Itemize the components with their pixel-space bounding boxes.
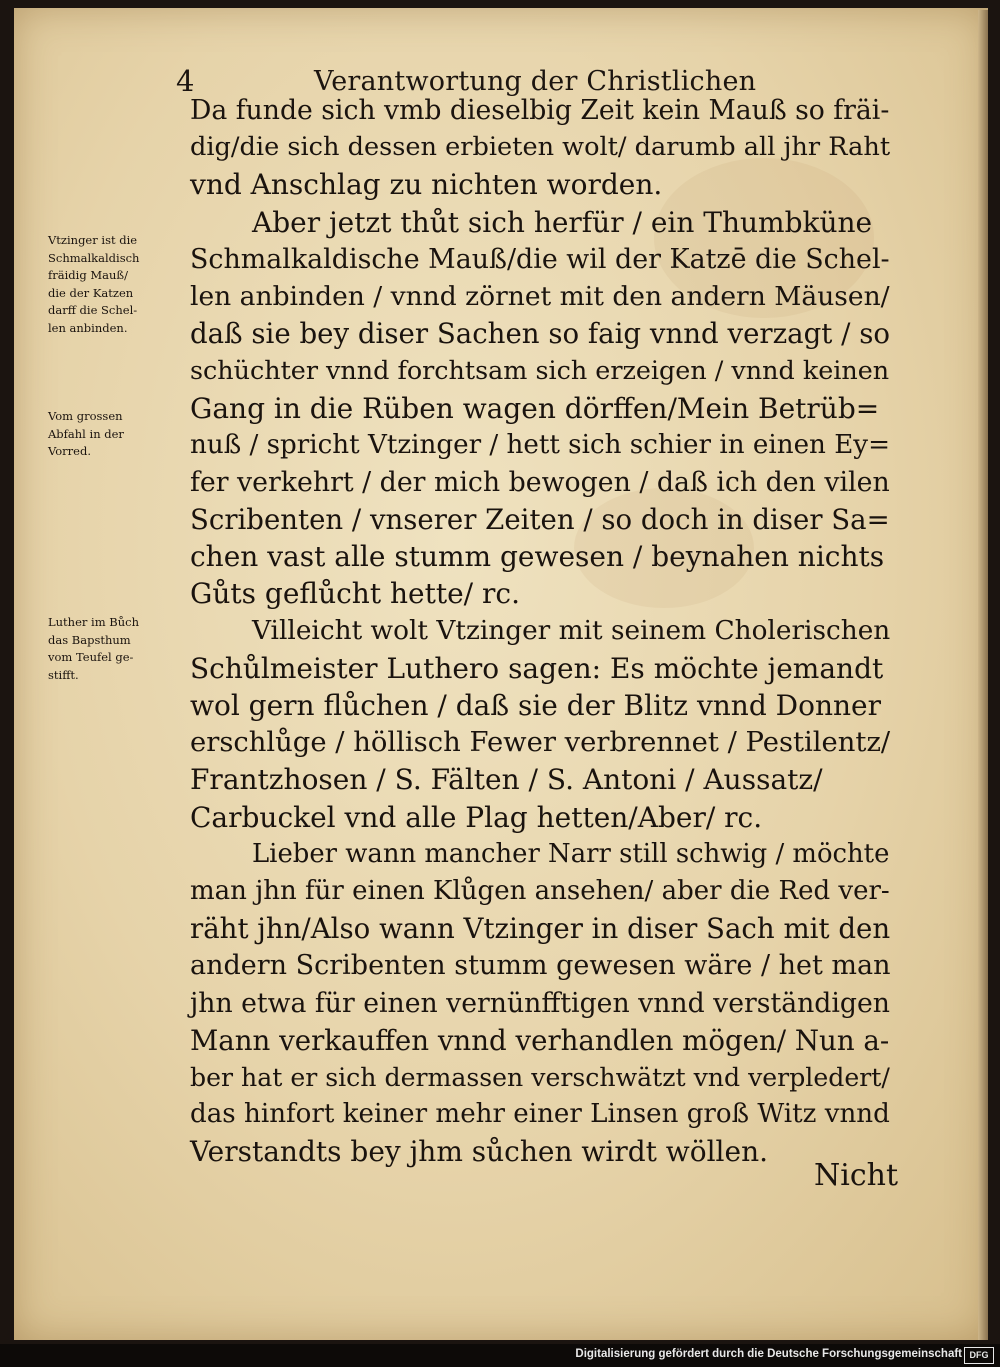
text-line: Gang in die Rüben wagen dörffen/Mein Betrüb= (190, 391, 880, 425)
text-line: Gůts geflůcht hette/ rc. (190, 577, 520, 611)
text-line: Villeicht wolt Vtzinger mit seinem Cholerischen (252, 615, 891, 646)
margin-note-line: die der Katzen (48, 285, 134, 300)
text-line: vnd Anschlag zu nichten worden. (190, 168, 663, 202)
text-line: jhn etwa für einen vernünfftigen vnnd verständigen (190, 987, 890, 1019)
text-line: ber hat er sich dermassen verschwätzt vnd verpledert/ (190, 1062, 890, 1092)
margin-note-line: fräidig Mauß/ (48, 268, 128, 282)
margin-note-line: Abfahl in der (48, 426, 124, 441)
text-line: Schmalkaldische Mauß/die wil der Katzē die Schel- (190, 243, 890, 275)
margin-note-line: vom Teufel ge- (48, 650, 134, 664)
text-line: andern Scribenten stumm gewesen wäre / het man (190, 950, 891, 982)
text-line: das hinfort keiner mehr einer Linsen groß Witz vnnd (190, 1099, 890, 1130)
margin-note-line: Luther im Bůch (48, 615, 139, 629)
catchword: Nicht (814, 1158, 899, 1193)
footer-credit: Digitalisierung gefördert durch die Deutsche Forschungsgemeinschaft (575, 1348, 962, 1360)
margin-note-line: Vorred. (48, 444, 91, 458)
text-line: Scribenten / vnserer Zeiten / so doch in diser Sa= (190, 503, 890, 537)
text-line: fer verkehrt / der mich bewogen / daß ich den vilen (190, 466, 890, 498)
text-line: Carbuckel vnd alle Plag hetten/Aber/ rc. (190, 800, 763, 834)
text-line: len anbinden / vnnd zörnet mit den andern Mäusen/ (190, 280, 890, 312)
margin-note-line: darff die Schel- (48, 303, 138, 317)
margin-note-line: stifft. (48, 667, 79, 682)
text-line: nuß / spricht Vtzinger / hett sich schier in einen Ey= (190, 429, 890, 460)
margin-note (48, 614, 198, 684)
text-line: Verstandts bey jhm sůchen wirdt wöllen. (190, 1135, 769, 1169)
margin-note-line: len anbinden. (48, 320, 128, 335)
page-number: 4 (176, 64, 195, 98)
text-line: Da funde sich vmb dieselbig Zeit kein Mauß so fräi- (190, 95, 890, 126)
text-line: man jhn für einen Klůgen ansehen/ aber die Red ver- (190, 875, 890, 906)
page-edge (978, 10, 988, 1340)
text-line: Lieber wann mancher Narr still schwig / möchte (252, 838, 890, 869)
text-line: Frantzhosen / S. Fälten / S. Antoni / Aussatz/ (190, 763, 823, 797)
margin-note-line: Vtzinger ist die (48, 233, 138, 247)
margin-note (48, 232, 198, 337)
dfg-logo: DFG (964, 1347, 994, 1364)
text-line: erschlůge / höllisch Fewer verbrennet / Pestilentz/ (190, 727, 891, 759)
text-line: dig/die sich dessen erbieten wolt/ darumb all jhr Raht (190, 132, 891, 163)
footer-bar (0, 1344, 1000, 1367)
margin-note-line: Vom grossen (48, 409, 123, 423)
text-line: daß sie bey diser Sachen so faig vnnd verzagt / so (190, 317, 891, 351)
main-text-block (190, 92, 890, 1170)
text-line: Mann verkauffen vnnd verhandlen mögen/ Nun a- (190, 1023, 890, 1057)
text-line: räht jhn/Also wann Vtzinger in diser Sach mit den (190, 912, 891, 946)
text-line: Aber jetzt thůt sich herfür / ein Thumbküne (252, 205, 873, 239)
margin-note-line: Schmalkaldisch (48, 250, 140, 265)
running-head: Verantwortung der Christlichen (314, 66, 757, 97)
text-line: Schůlmeister Luthero sagen: Es möchte jemandt (190, 651, 884, 685)
text-line: chen vast alle stumm gewesen / beynahen nichts (190, 540, 885, 574)
book-page (14, 8, 988, 1340)
text-line: wol gern flůchen / daß sie der Blitz vnnd Donner (190, 689, 881, 722)
margin-note-line: das Bapsthum (48, 632, 131, 647)
margin-note (48, 408, 198, 461)
text-line: schüchter vnnd forchtsam sich erzeigen / vnnd keinen (190, 355, 890, 386)
